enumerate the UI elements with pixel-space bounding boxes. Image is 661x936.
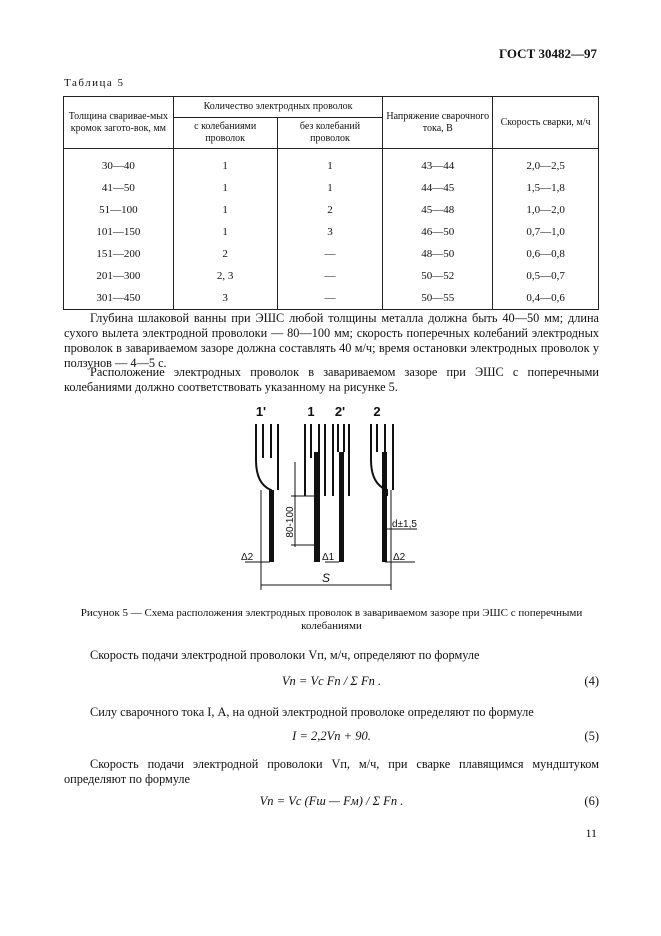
cell-thickness: 201—300 <box>64 265 174 287</box>
header-thickness: Толщина сваривае-мых кромок загото-вок, мм <box>64 97 174 149</box>
formula-4-text: Vп = Vс Fп / Σ Fп . <box>281 674 382 688</box>
dim-label-delta1: Δ1 <box>322 552 335 563</box>
cell-with-oscillation: 3 <box>173 287 277 310</box>
table-row <box>64 265 599 287</box>
standard-header: ГОСТ 30482—97 <box>498 46 597 61</box>
formula-4-number: (4) <box>584 674 599 688</box>
table-row <box>64 177 599 199</box>
cell-thickness: 30—40 <box>64 149 174 178</box>
table-row <box>64 199 599 221</box>
page-number: 11 <box>585 826 597 840</box>
cell-thickness: 51—100 <box>64 199 174 221</box>
formula-6-text: Vп = Vс (Fш — Fм) / Σ Fп . <box>259 794 404 808</box>
paragraph-welding-current: Силу сварочного тока I, А, на одной электродной проволоке определяют по формуле <box>90 705 534 719</box>
cell-speed: 0,4—0,6 <box>493 287 599 310</box>
cell-speed: 2,0—2,5 <box>493 149 599 178</box>
header-voltage: Напряжение сварочного тока, В <box>383 97 493 149</box>
cell-speed: 1,5—1,8 <box>493 177 599 199</box>
paragraph-wire-arrangement: Расположение электродных проволок в завариваемом зазоре при ЭШС с поперечными колебаниями должно соответствовать указанному на рисунке 5. <box>64 365 599 394</box>
wire-1-prime <box>269 490 274 562</box>
paragraph-feed-speed: Скорость подачи электродной проволоки Vп, м/ч, определяют по формуле <box>90 648 480 662</box>
cell-voltage: 46—50 <box>383 221 493 243</box>
cell-speed: 0,5—0,7 <box>493 265 599 287</box>
cell-without-oscillation: 1 <box>277 149 383 178</box>
table-caption: Таблица 5 <box>64 77 125 89</box>
cell-speed: 0,6—0,8 <box>493 243 599 265</box>
header-with-oscillation: с колебаниями проволок <box>173 118 277 149</box>
figure-caption: Рисунок 5 — Схема расположения электродных проволок в завариваемом зазоре при ЭШС с поперечными колебаниями <box>80 607 583 632</box>
paragraph-slag-bath: Глубина шлаковой ванны при ЭШС любой толщины металла должна быть 40—50 мм; длина сухого вылета электродной проволоки — 80—100 мм; скорость поперечных колебаний электродных проволок в завариваемом зазоре должна составлять 40 м/ч; время остановки электродных проволок у ползунов — 4—5 с. <box>64 311 599 370</box>
table-5 <box>63 96 599 310</box>
cell-thickness: 101—150 <box>64 221 174 243</box>
dim-label-delta2-left: Δ2 <box>241 552 254 563</box>
dim-label-d: d±1,5 <box>392 519 417 530</box>
formula-5 <box>64 729 599 745</box>
wire-2-prime <box>339 452 344 562</box>
cell-voltage: 43—44 <box>383 149 493 178</box>
mouthpiece-1-prime-inner <box>263 424 271 458</box>
cell-with-oscillation: 2, 3 <box>173 265 277 287</box>
cell-without-oscillation: — <box>277 243 383 265</box>
cell-without-oscillation: 2 <box>277 199 383 221</box>
dim-label-length: 80-100 <box>285 506 296 538</box>
cell-voltage: 44—45 <box>383 177 493 199</box>
dim-label-delta2-right: Δ2 <box>393 552 406 563</box>
header-without-oscillation: без колебаний проволок <box>277 118 383 149</box>
cell-with-oscillation: 1 <box>173 199 277 221</box>
dim-label-s: S <box>321 571 331 585</box>
wire-2 <box>382 452 387 562</box>
formula-6 <box>64 794 599 810</box>
paragraph-mouthpiece-feed: Скорость подачи электродной проволоки Vп, м/ч, при сварке плавящимся мундштуком определяют по формуле <box>64 757 599 786</box>
cell-without-oscillation: 3 <box>277 221 383 243</box>
cell-speed: 0,7—1,0 <box>493 221 599 243</box>
formula-4 <box>64 674 599 690</box>
cell-thickness: 151—200 <box>64 243 174 265</box>
label-1-prime: 1' <box>255 404 267 419</box>
mouthpiece-1-prime <box>256 424 278 496</box>
table-row <box>64 287 599 310</box>
cell-speed: 1,0—2,0 <box>493 199 599 221</box>
cell-thickness: 301—450 <box>64 287 174 310</box>
cell-voltage: 50—52 <box>383 265 493 287</box>
cell-voltage: 50—55 <box>383 287 493 310</box>
table-row <box>64 149 599 178</box>
figure-5-diagram <box>225 402 425 602</box>
cell-with-oscillation: 1 <box>173 177 277 199</box>
cell-thickness: 41—50 <box>64 177 174 199</box>
formula-5-number: (5) <box>584 729 599 743</box>
formula-5-text: I = 2,2Vп + 90. <box>292 729 371 743</box>
cell-with-oscillation: 2 <box>173 243 277 265</box>
label-2: 2 <box>373 404 381 419</box>
cell-without-oscillation: — <box>277 287 383 310</box>
cell-with-oscillation: 1 <box>173 149 277 178</box>
label-2-prime: 2' <box>334 404 346 419</box>
header-speed: Скорость сварки, м/ч <box>493 97 599 149</box>
cell-without-oscillation: 1 <box>277 177 383 199</box>
cell-with-oscillation: 1 <box>173 221 277 243</box>
header-wire-count: Количество электродных проволок <box>173 97 383 118</box>
formula-6-number: (6) <box>584 794 599 808</box>
cell-without-oscillation: — <box>277 265 383 287</box>
table-row <box>64 221 599 243</box>
cell-voltage: 48—50 <box>383 243 493 265</box>
cell-voltage: 45—48 <box>383 199 493 221</box>
label-1: 1 <box>307 404 315 419</box>
table-row <box>64 243 599 265</box>
